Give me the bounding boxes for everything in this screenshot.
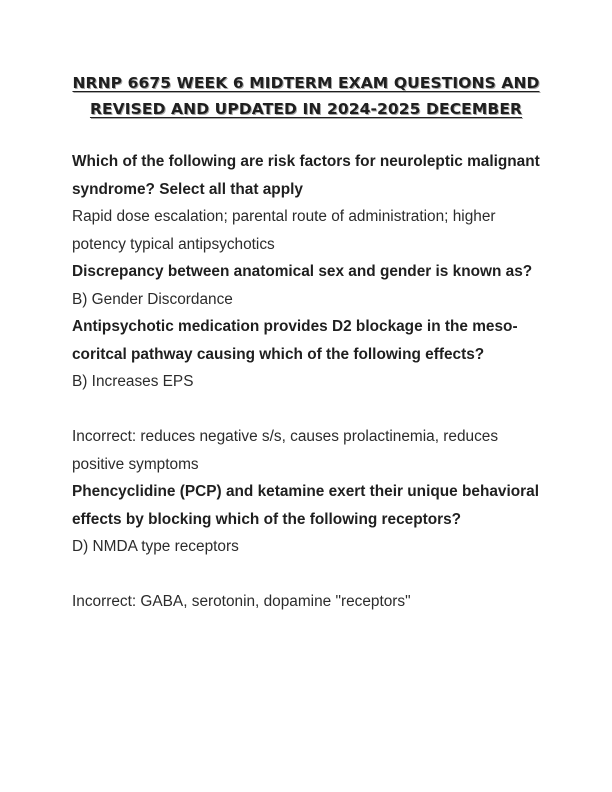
- spacer: [72, 396, 540, 424]
- incorrect-note-3: Incorrect: reduces negative s/s, causes prolactinemia, reduces positive symptoms: [72, 428, 499, 473]
- spacer: [72, 561, 540, 589]
- question-1: Which of the following are risk factors for neuroleptic malignant syndrome? Select all that apply: [72, 153, 540, 198]
- question-2: Discrepancy between anatomical sex and gender is known as?: [72, 263, 533, 280]
- answer-4: D) NMDA type receptors: [72, 538, 239, 555]
- answer-1: Rapid dose escalation; parental route of administration; higher potency typical antipsychotics: [72, 208, 496, 253]
- question-4: Phencyclidine (PCP) and ketamine exert their unique behavioral effects by blocking which of the following receptors?: [72, 483, 539, 528]
- document-title: [72, 70, 540, 122]
- answer-3: B) Increases EPS: [72, 373, 194, 390]
- incorrect-note-4: Incorrect: GABA, serotonin, dopamine "receptors": [72, 593, 411, 610]
- question-3: Antipsychotic medication provides D2 blockage in the meso-coritcal pathway causing which of the following effects?: [72, 318, 518, 363]
- answer-2: B) Gender Discordance: [72, 290, 233, 308]
- title-line-1: NRNP 6675 WEEK 6 MIDTERM EXAM QUESTIONS AND: [72, 74, 540, 92]
- title-line-2: REVISED AND UPDATED IN 2024-2025 DECEMBER: [89, 100, 523, 118]
- qa-content: [72, 148, 540, 616]
